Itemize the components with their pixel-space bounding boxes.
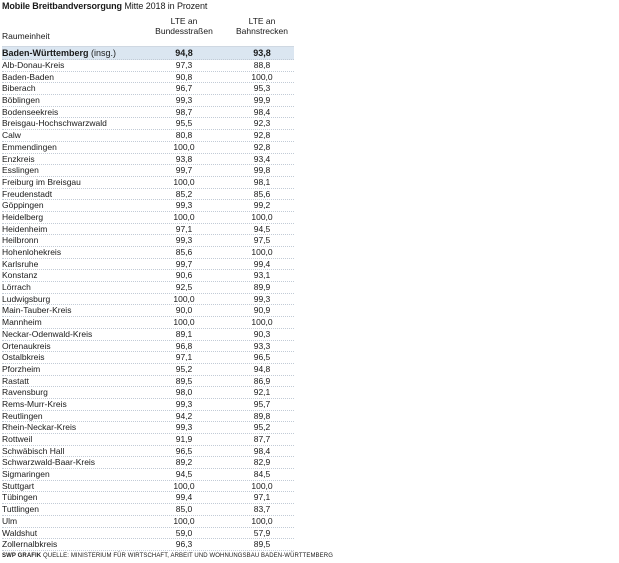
- row-value-bahnstrecken: 97,5: [253, 235, 271, 246]
- row-value-bundesstrassen: 98,0: [175, 387, 193, 398]
- table-row: [2, 528, 294, 540]
- row-name: Schwäbisch Hall: [2, 445, 65, 456]
- row-value-bahnstrecken: 99,2: [253, 200, 271, 211]
- row-value-bahnstrecken: 95,7: [253, 398, 271, 409]
- row-value-bundesstrassen: 100,0: [173, 176, 195, 187]
- table-row: [2, 492, 294, 504]
- row-value-bahnstrecken: 84,5: [253, 469, 271, 480]
- row-name: Neckar-Odenwald-Kreis: [2, 328, 93, 339]
- footer-credit: SWP GRAFIK: [2, 553, 42, 559]
- row-value-bahnstrecken: 98,4: [253, 445, 271, 456]
- row-value-bahnstrecken: 93,3: [253, 340, 271, 351]
- table-row: [2, 247, 294, 259]
- table-row: [2, 107, 294, 119]
- title-rest: Mitte 2018 in Prozent: [121, 1, 208, 11]
- row-value-bundesstrassen: 99,3: [175, 398, 193, 409]
- row-name: Reutlingen: [2, 410, 43, 421]
- table-row: [2, 95, 294, 107]
- row-value-bahnstrecken: 99,9: [253, 95, 271, 106]
- title-bold: Mobile Breitbandversorgung: [2, 1, 122, 11]
- table-row: [2, 469, 294, 481]
- row-name: Böblingen: [2, 95, 40, 106]
- table-row: [2, 341, 294, 353]
- row-name: Zollernalbkreis: [2, 539, 58, 550]
- row-value-bundesstrassen: 98,7: [175, 106, 193, 117]
- row-value-bundesstrassen: 90,8: [175, 71, 193, 82]
- row-name: Rastatt: [2, 375, 29, 386]
- row-value-bahnstrecken: 93,1: [253, 270, 271, 281]
- row-value-bahnstrecken: 87,7: [253, 434, 271, 444]
- row-value-bahnstrecken: 90,9: [253, 305, 271, 316]
- table-row: [2, 282, 294, 294]
- row-name: Alb-Donau-Kreis: [2, 60, 65, 70]
- header-raumeinheit: Raumeinheit: [2, 31, 50, 41]
- table-row: [2, 177, 294, 189]
- row-value-bahnstrecken: 99,8: [253, 165, 271, 176]
- row-value-bahnstrecken: 100,0: [251, 71, 273, 82]
- row-name: Ulm: [2, 515, 18, 526]
- row-value-bundesstrassen: 89,5: [175, 375, 193, 386]
- table-row: [2, 376, 294, 388]
- table-row: [2, 446, 294, 458]
- row-value-bahnstrecken: 100,0: [251, 515, 273, 526]
- footer-source: QUELLE: MINISTERIUM FÜR WIRTSCHAFT, ARBEIT UND WOHNUNGSBAU BADEN-WÜRTTEMBERG: [41, 553, 333, 559]
- table-row: [2, 352, 294, 364]
- row-value-bahnstrecken: 86,9: [253, 375, 271, 386]
- row-value-bundesstrassen: 93,8: [175, 153, 193, 164]
- table-row: [2, 200, 294, 212]
- total-suffix: (insg.): [88, 48, 117, 58]
- row-name: Pforzheim: [2, 363, 41, 374]
- row-value-bundesstrassen: 100,0: [173, 141, 195, 152]
- table-row: [2, 481, 294, 493]
- row-value-bundesstrassen: 99,3: [175, 200, 193, 211]
- row-value-bundesstrassen: 89,2: [175, 457, 193, 468]
- table-row: [2, 60, 294, 72]
- row-name: Konstanz: [2, 270, 38, 281]
- row-value-bahnstrecken: 92,1: [253, 387, 271, 398]
- row-name: Mannheim: [2, 317, 42, 328]
- row-name: Schwarzwald-Baar-Kreis: [2, 457, 96, 468]
- row-value-bundesstrassen: 99,7: [175, 258, 193, 269]
- row-name: Rems-Murr-Kreis: [2, 398, 67, 409]
- table-row: [2, 165, 294, 177]
- row-name: Esslingen: [2, 165, 39, 176]
- header-col1-line2: Bundesstraßen: [155, 26, 213, 36]
- row-value-bundesstrassen: 100,0: [173, 480, 195, 491]
- row-name: Lörrach: [2, 282, 31, 293]
- row-value-bundesstrassen: 97,3: [175, 60, 193, 70]
- row-value-bahnstrecken: 98,1: [253, 176, 271, 187]
- header-col1-line1: LTE an: [170, 16, 198, 26]
- row-value-bahnstrecken: 92,8: [253, 130, 271, 141]
- row-value-bundesstrassen: 99,7: [175, 165, 193, 176]
- row-name: Emmendingen: [2, 141, 57, 152]
- row-value-bahnstrecken: 92,8: [253, 141, 271, 152]
- row-value-bahnstrecken: 95,2: [253, 422, 271, 433]
- row-value-bahnstrecken: 90,3: [253, 328, 271, 339]
- row-value-bahnstrecken: 95,3: [253, 83, 271, 94]
- row-value-bundesstrassen: 94,5: [175, 469, 193, 480]
- row-value-bundesstrassen: 90,6: [175, 270, 193, 281]
- row-value-bundesstrassen: 99,3: [175, 235, 193, 246]
- row-name: Karlsruhe: [2, 258, 39, 269]
- row-value-bahnstrecken: 89,5: [253, 539, 271, 550]
- row-value-bahnstrecken: 82,9: [253, 457, 271, 468]
- row-name: Main-Tauber-Kreis: [2, 305, 72, 316]
- row-value-bundesstrassen: 59,0: [175, 527, 193, 538]
- total-name: Baden-Württemberg: [2, 48, 89, 58]
- row-value-bundesstrassen: 89,1: [175, 328, 193, 339]
- row-value-bahnstrecken: 100,0: [251, 211, 273, 222]
- table-row: [2, 212, 294, 224]
- row-value-bundesstrassen: 97,1: [175, 223, 193, 234]
- row-value-bundesstrassen: 94,2: [175, 410, 193, 421]
- table-row: [2, 235, 294, 247]
- row-value-bundesstrassen: 96,5: [175, 445, 193, 456]
- row-name: Biberach: [2, 83, 36, 94]
- row-value-bahnstrecken: 100,0: [251, 317, 273, 328]
- table-row: [2, 189, 294, 201]
- row-name: Ravensburg: [2, 387, 48, 398]
- table-row: [2, 305, 294, 317]
- row-value-bundesstrassen: 100,0: [173, 211, 195, 222]
- row-value-bahnstrecken: 89,8: [253, 410, 271, 421]
- row-name: Heidenheim: [2, 223, 48, 234]
- table-row: [2, 539, 294, 551]
- row-value-bundesstrassen: 96,3: [175, 539, 193, 550]
- row-value-bahnstrecken: 57,9: [253, 527, 271, 538]
- row-value-bahnstrecken: 99,4: [253, 258, 271, 269]
- row-name: Heilbronn: [2, 235, 39, 246]
- table-row: [2, 364, 294, 376]
- row-value-bundesstrassen: 99,3: [175, 95, 193, 106]
- table-row: [2, 72, 294, 84]
- row-name: Tübingen: [2, 492, 38, 503]
- breitband-table-graphic: [2, 0, 294, 551]
- row-name: Freiburg im Breisgau: [2, 176, 81, 187]
- row-value-bahnstrecken: 99,3: [253, 293, 271, 304]
- row-name: Heidelberg: [2, 211, 44, 222]
- row-value-bahnstrecken: 88,8: [253, 60, 271, 70]
- row-value-bundesstrassen: 90,0: [175, 305, 193, 316]
- row-value-bahnstrecken: 100,0: [251, 480, 273, 491]
- row-name: Ostalbkreis: [2, 352, 45, 363]
- table-row: [2, 457, 294, 469]
- table-row: [2, 504, 294, 516]
- row-name: Rottweil: [2, 434, 33, 444]
- row-value-bundesstrassen: 99,3: [175, 422, 193, 433]
- row-value-bundesstrassen: 100,0: [173, 317, 195, 328]
- row-value-bundesstrassen: 96,7: [175, 83, 193, 94]
- row-value-bahnstrecken: 94,8: [253, 363, 271, 374]
- table-row: [2, 516, 294, 528]
- row-name: Enzkreis: [2, 153, 35, 164]
- row-value-bundesstrassen: 85,0: [175, 504, 193, 515]
- row-name: Ortenaukreis: [2, 340, 51, 351]
- row-name: Ludwigsburg: [2, 293, 51, 304]
- row-name: Breisgau-Hochschwarzwald: [2, 118, 107, 129]
- table-row: [2, 294, 294, 306]
- row-name: Stuttgart: [2, 480, 35, 491]
- table-row: [2, 434, 294, 446]
- row-value-bundesstrassen: 96,8: [175, 340, 193, 351]
- row-value-bundesstrassen: 99,4: [175, 492, 193, 503]
- table-row: [2, 83, 294, 95]
- table-row: [2, 224, 294, 236]
- table-row: [2, 154, 294, 166]
- row-name: Bodenseekreis: [2, 106, 59, 117]
- row-value-bundesstrassen: 97,1: [175, 352, 193, 363]
- row-name: Rhein-Neckar-Kreis: [2, 422, 77, 433]
- row-value-bahnstrecken: 94,5: [253, 223, 271, 234]
- table-row: [2, 329, 294, 341]
- row-value-bundesstrassen: 94,8: [175, 48, 193, 58]
- row-value-bahnstrecken: 85,6: [253, 188, 271, 199]
- row-name: [2, 47, 116, 59]
- row-name: Sigmaringen: [2, 469, 50, 480]
- row-value-bahnstrecken: 100,0: [251, 247, 273, 257]
- row-name: Waldshut: [2, 527, 38, 538]
- row-name: Baden-Baden: [2, 71, 54, 82]
- row-value-bundesstrassen: 85,2: [175, 188, 193, 199]
- table-row: [2, 142, 294, 154]
- row-value-bahnstrecken: 89,9: [253, 282, 271, 293]
- table-row-total: [2, 47, 294, 60]
- row-value-bundesstrassen: 100,0: [173, 293, 195, 304]
- table-row: [2, 259, 294, 271]
- table-body: [2, 47, 294, 551]
- row-name: Freudenstadt: [2, 188, 53, 199]
- table-row: [2, 422, 294, 434]
- row-value-bundesstrassen: 100,0: [173, 515, 195, 526]
- table-row: [2, 411, 294, 423]
- table-row: [2, 130, 294, 142]
- table-row: [2, 399, 294, 411]
- header-col2-line2: Bahnstrecken: [236, 26, 288, 36]
- table-row: [2, 317, 294, 329]
- row-value-bundesstrassen: 92,5: [175, 282, 193, 293]
- row-name: Hohenlohekreis: [2, 247, 62, 257]
- row-value-bahnstrecken: 93,4: [253, 153, 271, 164]
- table-header: [2, 16, 294, 47]
- graphic-title: [2, 0, 294, 12]
- header-bahnstrecken: [214, 16, 310, 36]
- row-value-bahnstrecken: 92,3: [253, 118, 271, 129]
- row-value-bahnstrecken: 93,8: [253, 48, 271, 58]
- row-value-bundesstrassen: 95,2: [175, 363, 193, 374]
- source-footer: [2, 552, 333, 560]
- row-value-bahnstrecken: 97,1: [253, 492, 271, 503]
- row-name: Tuttlingen: [2, 504, 40, 515]
- table-row: [2, 270, 294, 282]
- row-value-bahnstrecken: 96,5: [253, 352, 271, 363]
- row-value-bahnstrecken: 98,4: [253, 106, 271, 117]
- row-value-bundesstrassen: 80,8: [175, 130, 193, 141]
- header-col2-line1: LTE an: [248, 16, 276, 26]
- row-name: Göppingen: [2, 200, 44, 211]
- row-name: Calw: [2, 130, 21, 141]
- row-value-bundesstrassen: 95,5: [175, 118, 193, 129]
- row-value-bundesstrassen: 85,6: [175, 247, 193, 257]
- table-row: [2, 387, 294, 399]
- table-row: [2, 118, 294, 130]
- row-value-bahnstrecken: 83,7: [253, 504, 271, 515]
- row-value-bundesstrassen: 91,9: [175, 434, 193, 444]
